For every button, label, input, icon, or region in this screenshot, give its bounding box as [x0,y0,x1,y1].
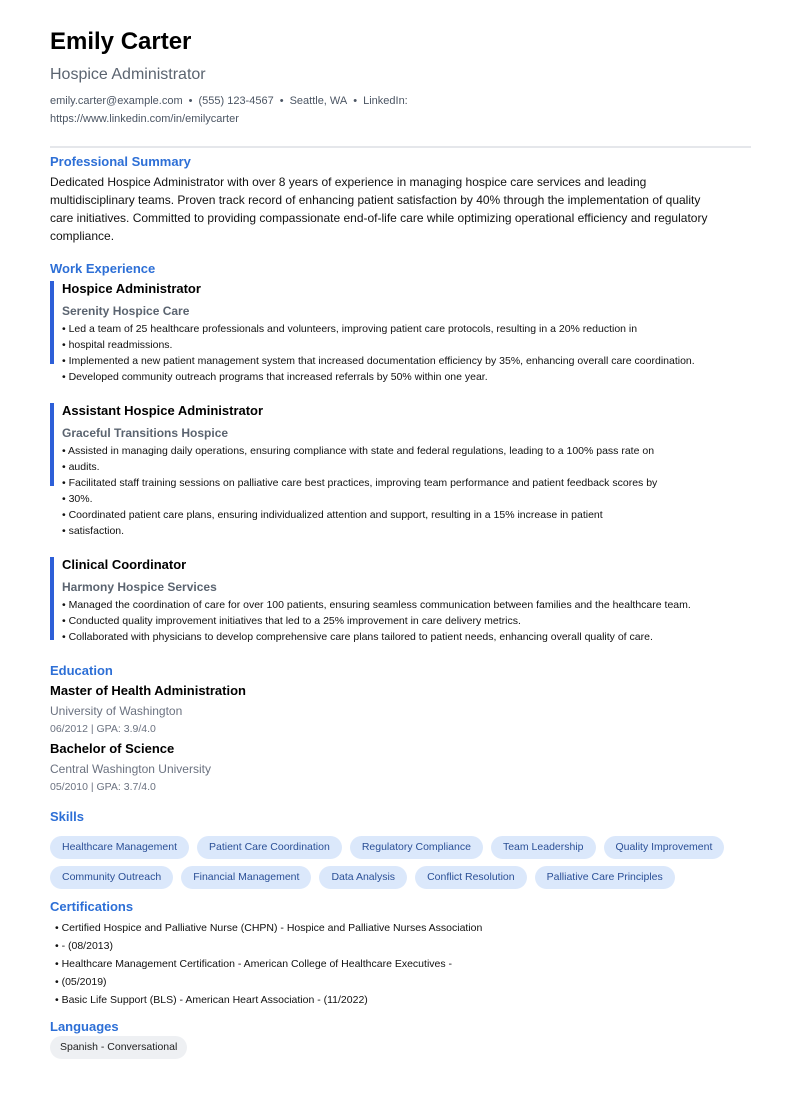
education-school: Central Washington University [50,762,211,776]
list-item: • Certified Hospice and Palliative Nurse (CHPN) - Hospice and Palliative Nurses Association [55,922,483,934]
list-item: • Basic Life Support (BLS) - American Heart Association - (11/2022) [55,994,368,1006]
list-item: • Led a team of 25 healthcare professionals and volunteers, improving patient care protocols, resulting in a 20% reduction in [62,323,638,335]
list-item: • audits. [62,461,100,473]
job-title: Hospice Administrator [62,281,201,296]
phone-text: (555) 123-4567 [198,95,274,107]
skill-chip: Healthcare Management [50,836,189,859]
skill-chip: Quality Improvement [604,836,725,859]
job-bullets [62,443,657,539]
list-item: • hospital readmissions. [62,339,173,351]
job-accent-bar [50,403,54,486]
list-item: • 30%. [62,493,93,505]
job-company: Graceful Transitions Hospice [62,426,229,440]
job-bullets [62,597,691,645]
skill-chip: Patient Care Coordination [197,836,342,859]
linkedin-link[interactable]: https://www.linkedin.com/in/emilycarter [50,113,239,125]
job-accent-bar [50,281,54,364]
list-item: • Implemented a new patient management system that increased documentation efficiency by 35%, enhancing overall care coordination. [62,355,695,367]
job-company: Serenity Hospice Care [62,304,190,318]
skills-row [50,866,751,889]
list-item: • Healthcare Management Certification - American College of Healthcare Executives - [55,958,453,970]
list-item: • Conducted quality improvement initiatives that led to a 25% improvement in care delivery metrics. [62,615,521,627]
skill-chip: Team Leadership [491,836,596,859]
list-item: • Assisted in managing daily operations, ensuring compliance with state and federal regulations, leading to a 100% pass rate on [62,445,655,457]
list-item: • (05/2019) [55,976,107,988]
list-item: • Developed community outreach programs that increased referrals by 50% within one year. [62,371,488,383]
list-item: • Facilitated staff training sessions on palliative care best practices, improving team performance and patient feedback scores by [62,477,658,489]
skill-chip: Palliative Care Principles [535,866,675,889]
summary-text: Dedicated Hospice Administrator with over 8 years of experience in managing hospice care services and leading multidisciplinary teams. Proven track record of enhancing patient satisfaction by 40% through the implementation of quality care initiatives. Committed to providing compassionate end-of-life care while optimizing operational efficiency and regulatory compliance. [50,175,708,243]
email-link[interactable]: emily.carter@example.com [50,95,183,107]
education-degree: Bachelor of Science [50,741,175,756]
list-item: • Managed the coordination of care for over 100 patients, ensuring seamless communication between families and the healthcare team. [62,599,691,611]
education-meta: 06/2012 | GPA: 3.9/4.0 [50,723,156,735]
education-degree: Master of Health Administration [50,683,246,698]
contact-info [50,92,450,128]
education-school: University of Washington [50,704,183,718]
skill-chip: Financial Management [181,866,311,889]
skill-chip: Regulatory Compliance [350,836,483,859]
skill-chip: Conflict Resolution [415,866,527,889]
list-item: • satisfaction. [62,525,125,537]
job-bullets [62,321,695,385]
header-divider [50,146,751,148]
certifications-heading: Certifications [50,899,134,914]
contact-separator: • [353,95,358,107]
languages-heading: Languages [50,1019,119,1034]
education-heading: Education [50,663,113,678]
language-chip: Spanish - Conversational [50,1036,187,1059]
list-item: • - (08/2013) [55,940,113,952]
job-title: Assistant Hospice Administrator [62,403,264,418]
contact-separator: • [188,95,193,107]
candidate-name: Emily Carter [50,28,192,55]
job-accent-bar [50,557,54,640]
summary-heading: Professional Summary [50,154,191,169]
experience-heading: Work Experience [50,261,156,276]
skill-chip: Community Outreach [50,866,173,889]
location-text: Seattle, WA [289,95,348,107]
job-company: Harmony Hospice Services [62,580,217,594]
list-item: • Coordinated patient care plans, ensuring individualized attention and support, resulting in a 15% increase in patient [62,509,603,521]
skill-chip: Data Analysis [319,866,407,889]
contact-separator: • [279,95,284,107]
skills-heading: Skills [50,809,84,824]
list-item: • Collaborated with physicians to develop comprehensive care plans tailored to patient needs, enhancing overall quality of care. [62,631,653,643]
skills-row [50,836,751,859]
linkedin-label: LinkedIn: [363,95,408,107]
candidate-title: Hospice Administrator [50,66,206,83]
education-meta: 05/2010 | GPA: 3.7/4.0 [50,781,156,793]
certifications-list [55,919,482,1009]
job-title: Clinical Coordinator [62,557,187,572]
skills-list [50,836,751,896]
